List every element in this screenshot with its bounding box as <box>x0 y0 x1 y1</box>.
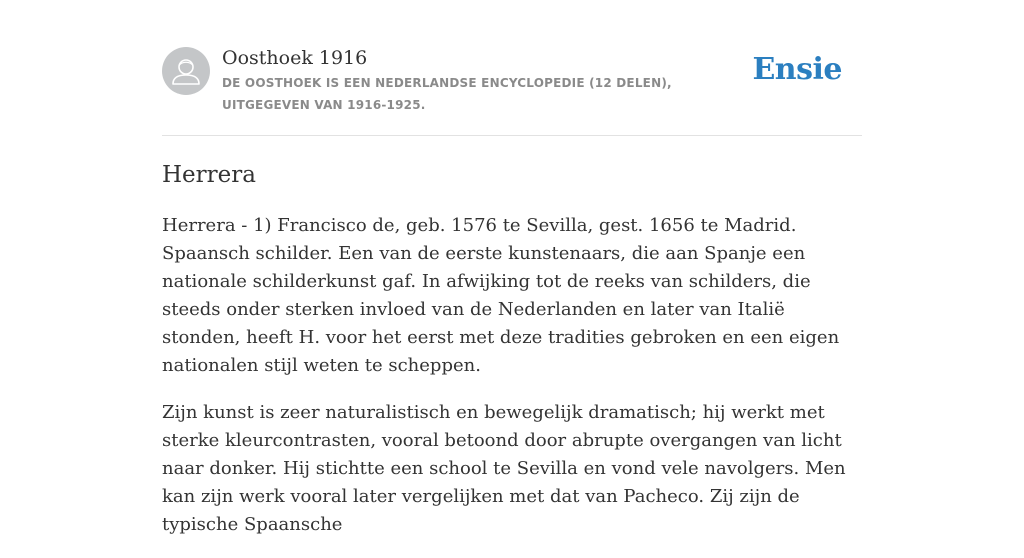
source-title[interactable]: Oosthoek 1916 <box>222 47 368 69</box>
source-description: DE OOSTHOEK IS EEN NEDERLANDSE ENCYCLOPEDIE (12 DELEN), UITGEGEVEN VAN 1916-1925. <box>222 76 672 112</box>
article-paragraph-2: Zijn kunst is zeer naturalistisch en bewegelijk dramatisch; hij werkt met sterke kleurcontrasten, vooral betoond door abrupte overgangen van licht naar donker. Hij stichtte een school te Sevilla en vond vele navolgers. Men kan zijn werk vooral later vergelijken met dat van Pacheco. Zij zijn de typische Spaansche <box>162 402 846 535</box>
source-header <box>162 46 862 116</box>
header-divider <box>162 135 862 136</box>
ensie-logo[interactable]: Ensie <box>752 52 842 87</box>
article-paragraph-1: Herrera - 1) Francisco de, geb. 1576 te Sevilla, gest. 1656 te Madrid. Spaansch schilder. Een van de eerste kunstenaars, die aan Spanje een nationale schilderkunst gaf. In afwijking tot de reeks van schilders, die steeds onder sterken invloed van de Nederlanden en later van Italië stonden, heeft H. voor het eerst met deze tradities gebroken en een eigen nationalen stijl weten te scheppen. <box>162 215 840 376</box>
article <box>162 158 864 558</box>
article-title: Herrera <box>162 162 256 188</box>
user-silhouette-icon[interactable] <box>162 47 210 95</box>
